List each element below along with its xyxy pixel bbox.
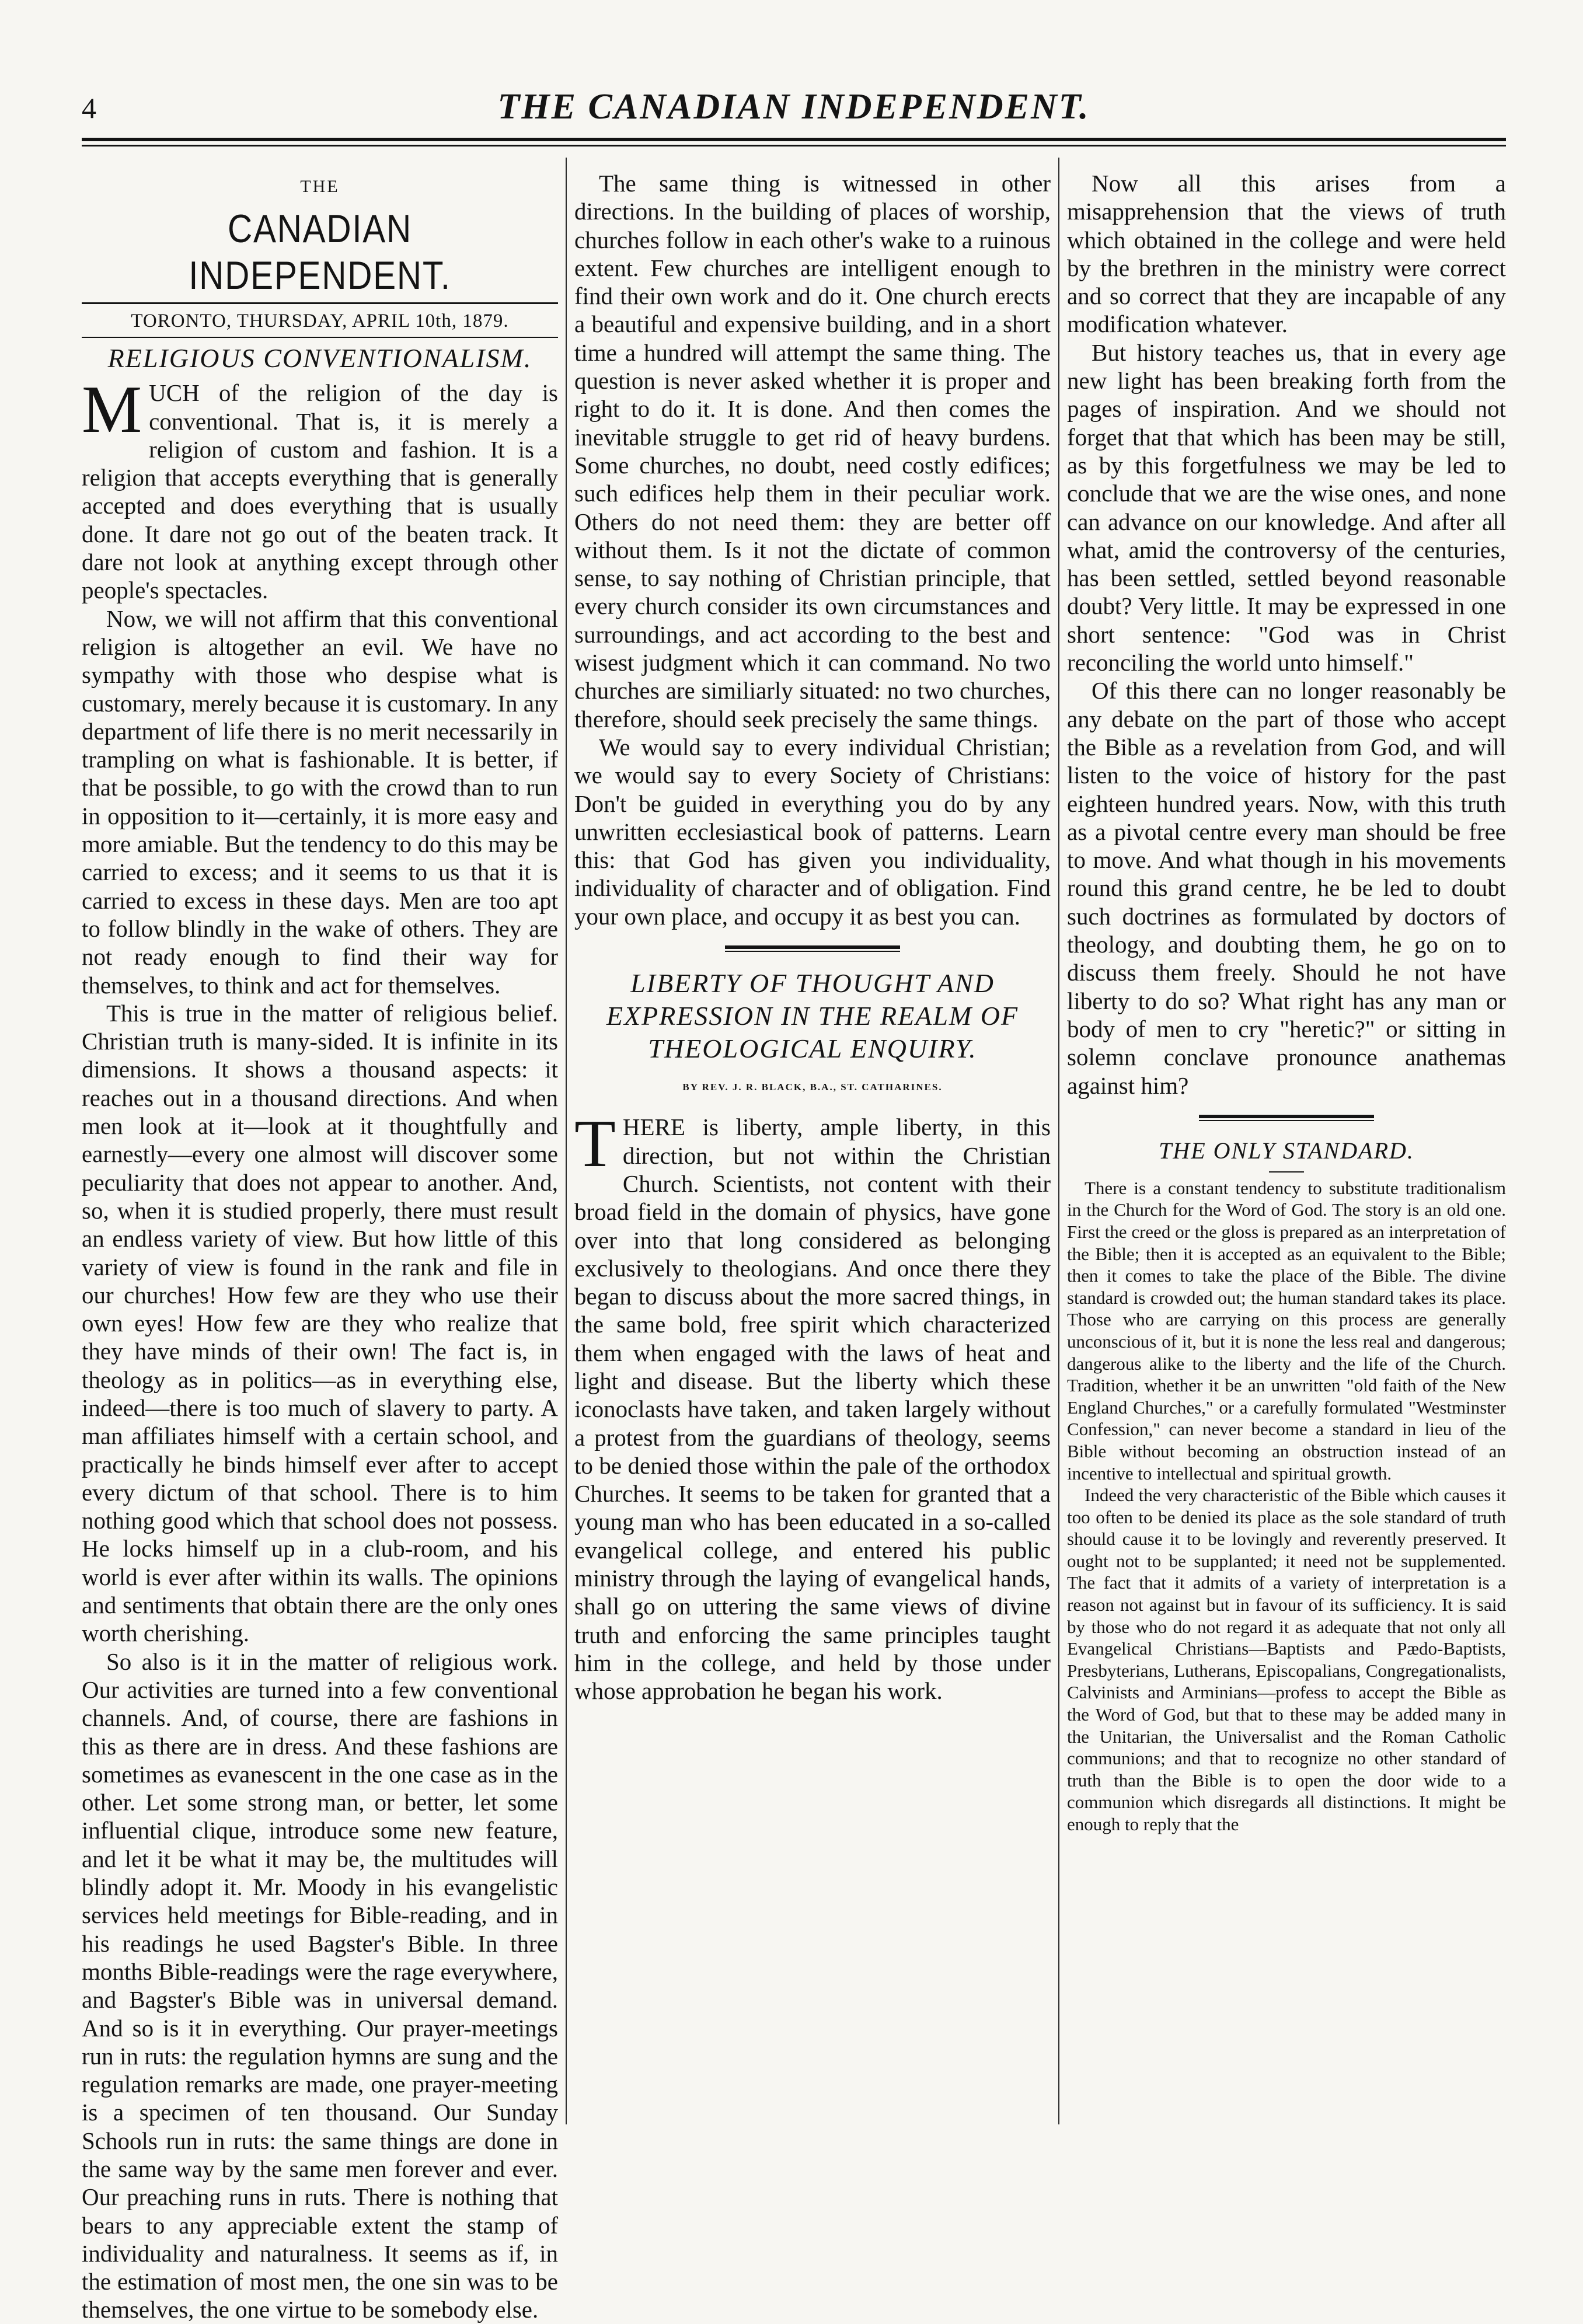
- running-head: [82, 86, 1506, 133]
- article-paragraph: There is a constant tendency to substitute traditionalism in the Church for the Word of God. The story is an old one. First the creed or the gloss is prepared as an interpretation of the Bible; then it is accepted as an equivalent to the Bible; then it comes to take the place of the Bible. The divine standard is crowded out; the human standard takes its place. Those who are carrying on this process are generally unconscious of it, but it is none the less real and dangerous; dangerous alike to the liberty and the life of the Church. Tradition, whether it be an unwritten "old faith of the New England Churches," or a carefully formulated "Westminster Confession," can never become a standard in lieu of the Bible without becoming an obstruction instead of an incentive to intellectual and spiritual growth.: [1067, 1177, 1506, 1484]
- small-type-article: [1067, 1177, 1506, 1836]
- drop-cap: T: [574, 1107, 616, 1182]
- section-separator: [1199, 1115, 1374, 1121]
- article-paragraph: MUCH of the religion of the day is conventional. That is, it is merely a religion of custom and fashion. It is a religion that accepts everything that is generally accepted and does everything that is usually done. It dare not go out of the beaten track. It dare not look at anything except through other people's spectacles.: [82, 372, 558, 604]
- article-paragraph: The same thing is witnessed in other directions. In the building of places of worship, churches follow in each other's wake to a ruinous extent. Few churches are intelligent enough to find their own work and do it. One church erects a beautiful and expensive building, and in a short time a hundred will attempt the same thing. The question is never asked whether it is proper and right to do it. It is done. And then comes the inevitable struggle to get rid of heavy burdens. Some churches, no doubt, need costly edifices; such edifices help them in their peculiar work. Others do not need them: they are better off without them. Is it not the dictate of common sense, to say nothing of Christian principle, that every church consider its own circumstances and surroundings, and act according to the best and wisest judgment which it can command. No two churches are similiarly situated: no two churches, therefore, should seek precisely the same things.: [574, 170, 1051, 732]
- column-3: [1067, 169, 1506, 2113]
- article-paragraph: This is true in the matter of religious belief. Christian truth is many-sided. It is infinite in its dimensions. It shows a thousand aspects: it reaches out in a thousand directions. And when men look at it—look at it thoughtfully and earnestly—every one almost will discover some peculiarity that does not appear to another. And, so, when it is studied properly, there must result an endless variety of view. But how little of this variety of view is found in the rank and file in our churches! How few are they who use their own eyes! How few are they who realize that they have minds of their own! The fact is, in theology as in politics—as in everything else, indeed—there is too much of slavery to party. A man affiliates himself with a certain school, and practically he binds himself ever after to accept every dictum of that school. There is to him nothing good which that school does not possess. He locks himself up in a club-room, and his world is ever after within its walls. The opinions and sentiments that obtain there are the only ones worth cherishing.: [82, 999, 558, 1647]
- masthead-rule: [82, 302, 558, 304]
- section-separator: [725, 945, 900, 952]
- article-paragraph: So also is it in the matter of religious work. Our activities are turned into a few conventional channels. And, of course, there are fashions in this as there are in dress. And these fashions are sometimes as evanescent in the one case as in the other. Let some strong man, or better, let some influential clique, introduce some new feature, and let it be what it may be, the multitudes will blindly adopt it. Mr. Moody in his evangelistic services held meetings for Bible-reading, and in his readings he used Bagster's Bible. In three months Bible-readings were the rage everywhere, and Bagster's Bible was in universal demand. And so is it in everything. Our prayer-meetings run in ruts: the regulation hymns are sung and the regulation remarks are made, one prayer-meeting is a specimen of ten thousand. Our Sunday Schools run in ruts: the same things are done in the same way by the same men forever and ever. Our preaching runs in ruts. There is nothing that bears to any appreciable extent the stamp of individuality and naturalness. It seems as if, in the estimation of most men, the one sin was to be themselves, the one virtue to be somebody else.: [82, 1648, 558, 2323]
- article-paragraph: Indeed the very characteristic of the Bible which causes it too often to be denied its place as the sole standard of truth should cause it to be lovingly and reverently preserved. It ought not to be supplanted; it need not be supplemented. The fact that it admits of a variety of interpretation is a reason not against but in favour of its sufficiency. It is said by those who do not regard it as adequate that not only all Evangelical Christians—Baptists and Pædo-Baptists, Presbyterians, Lutherans, Episcopalians, Congregationalists, Calvinists and Arminians—profess to accept the Bible as the Word of God, but that to these may be added many in the Unitarian, the Universalist and the Roman Catholic communions; and that to recognize no other standard of truth than the Bible is to open the door wide to a communion which disregards all distinctions. It might be enough to reply that the: [1067, 1485, 1506, 1835]
- column-divider: [566, 158, 567, 2124]
- article-title: RELIGIOUS CONVENTIONALISM.: [107, 343, 532, 374]
- drop-cap: M: [82, 372, 142, 448]
- masthead-the: THE: [300, 177, 340, 196]
- masthead-rule: [82, 337, 558, 338]
- article-paragraph: Of this there can no longer reasonably be any debate on the part of those who accept the Bible as a revelation from God, and will listen to the voice of history for the past eighteen hundred years. Now, with this truth as a pivotal centre every man should be free to move. And what though in his movements round this grand centre, he be led to doubt such doctrines as formulated by doctors of theology, and doubting them, he go on to discuss them freely. Should he not have liberty to do so? What right has any man or body of men to cry "heretic?" or sitting in solemn conclave pronounce anathemas against him?: [1067, 677, 1506, 1099]
- column-1: [82, 169, 558, 2323]
- article-paragraph: Now all this arises from a misapprehension that the views of truth which obtained in the college and were held by the brethren in the ministry were correct and so correct that they are incapable of any modification whatever.: [1067, 170, 1506, 338]
- column-divider: [1058, 158, 1059, 2124]
- article-title: LIBERTY OF THOUGHT AND EXPRESSION IN THE REALM OF THEOLOGICAL ENQUIRY.: [606, 968, 1019, 1064]
- title-underline: [1269, 1171, 1304, 1173]
- header-rule-thick: [82, 138, 1506, 141]
- byline: BY REV. J. R. BLACK, B.A., ST. CATHARINES.: [682, 1081, 943, 1093]
- page-number: 4: [82, 92, 96, 124]
- header-rule-thin: [82, 145, 1506, 146]
- article-paragraph: Now, we will not affirm that this conventional religion is altogether an evil. We have no sympathy with those who despise what is customary, merely because it is customary. In any department of life there is no merit necessarily in trampling on what is fashionable. It is better, if that be possible, to go with the crowd than to run in opposition to it—certainly, it is more easy and more amiable. But the tendency to do this may be carried to excess; and it seems to us that it is carried to excess in these days. Men are too apt to follow blindly in the wake of others. They are not ready enough to find their way for themselves, to think and act for themselves.: [82, 605, 558, 999]
- article-paragraph: But history teaches us, that in every age new light has been breaking forth from the pages of inspiration. And we should not forget that that which has been may be still, as by this forgetfulness we may be led to conclude that we are the wise ones, and none can advance on our knowledge. And after all what, amid the controversy of the centuries, has been settled, settled beyond reasonable doubt? Very little. It may be expressed in one short sentence: "God was in Christ reconciling the world unto himself.": [1067, 339, 1506, 676]
- article-paragraph: THERE is liberty, ample liberty, in this direction, but not within the Christian Church. Scientists, not content with their broad field in the domain of physics, have gone over into that long considered as belonging exclusively to theologians. And once there they began to discuss about the more sacred things, in the same bold, free spirit which characterized them when engaged with the laws of heat and light and disease. But the liberty which these iconoclasts have taken, and taken largely without a protest from the guardians of theology, seems to be denied those within the pale of the orthodox Churches. It seems to be taken for granted that a young man who has been educated in a so-called evangelical college, and entered his public ministry through the laying of evangelical hands, shall go on uttering the same views of divine truth and enforcing the same principles taught him in the college, and held by those under whose approbation he began his work.: [574, 1107, 1051, 1705]
- article-title: THE ONLY STANDARD.: [1159, 1137, 1414, 1164]
- column-2: [574, 169, 1051, 2113]
- masthead-title: CANADIAN INDEPENDENT.: [189, 207, 451, 298]
- dateline: TORONTO, THURSDAY, APRIL 10th, 1879.: [131, 310, 509, 332]
- article-paragraph: We would say to every individual Christian; we would say to every Society of Christians: Don't be guided in everything you do by any unwritten ecclesiastical book of patterns. Learn this: that God has given you individuality, individuality of character and of obligation. Find your own place, and occupy it as best you can.: [574, 733, 1051, 930]
- running-title: THE CANADIAN INDEPENDENT.: [497, 87, 1090, 127]
